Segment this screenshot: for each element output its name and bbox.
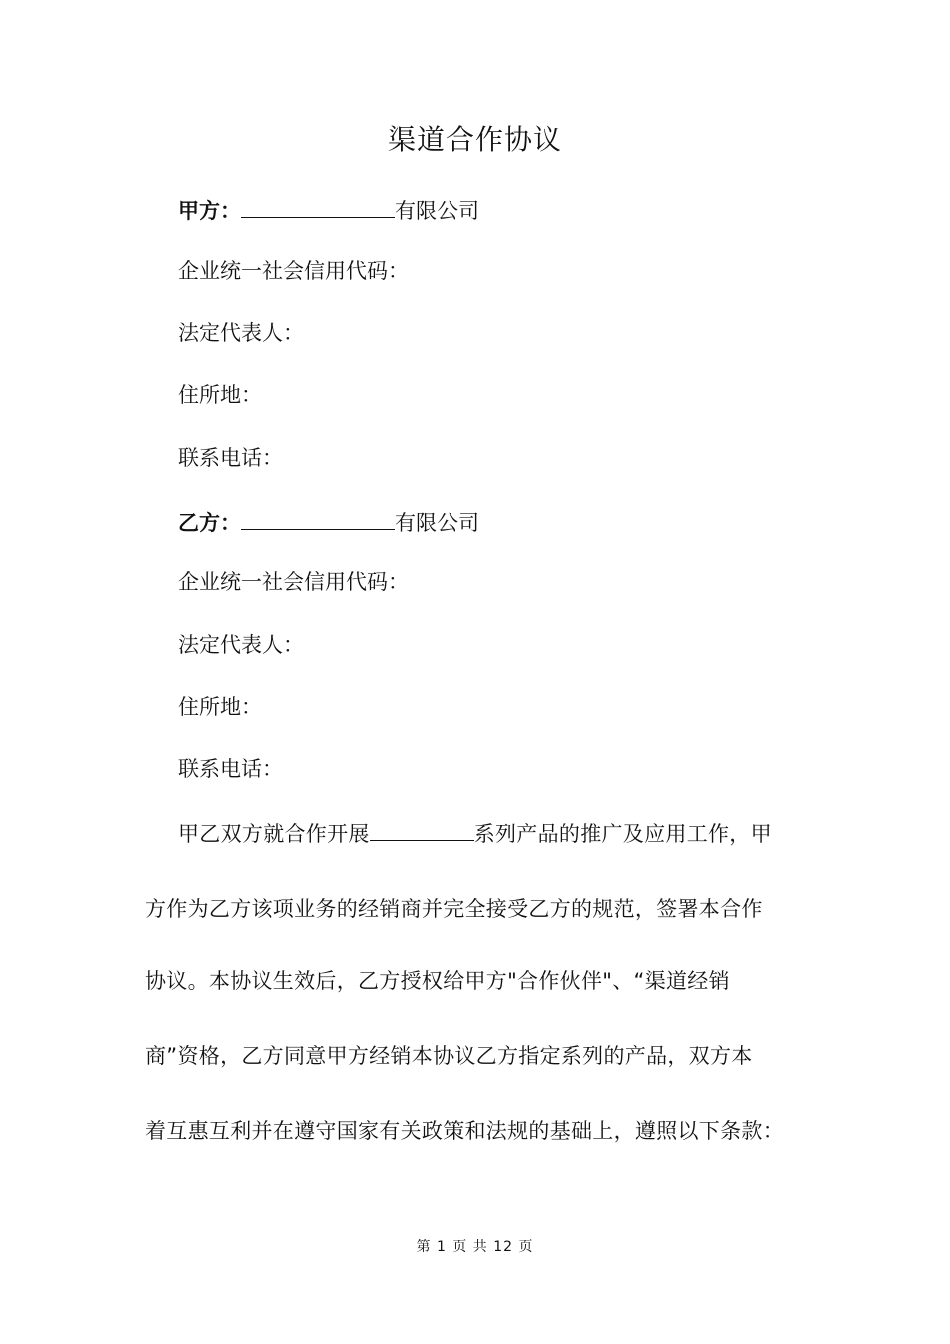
party-b-credit-code: 企业统一社会信用代码： bbox=[178, 570, 409, 594]
party-a-phone: 联系电话： bbox=[178, 446, 283, 470]
intro-line-1 bbox=[178, 816, 772, 849]
party-a-suffix: 有限公司 bbox=[395, 199, 479, 223]
party-a-label: 甲方： bbox=[178, 199, 241, 223]
party-b-legal-rep: 法定代表人： bbox=[178, 633, 304, 657]
party-a-line bbox=[178, 193, 479, 226]
party-b-suffix: 有限公司 bbox=[395, 511, 479, 535]
intro-line-4: 商”资格，乙方同意甲方经销本协议乙方指定系列的产品，双方本 bbox=[145, 1044, 753, 1068]
party-b-phone: 联系电话： bbox=[178, 757, 283, 781]
intro-line-2: 方作为乙方该项业务的经销商并完全接受乙方的规范，签署本合作 bbox=[145, 897, 763, 921]
intro-line-5: 着互惠互利并在遵守国家有关政策和法规的基础上，遵照以下条款： bbox=[145, 1119, 784, 1143]
party-a-address: 住所地： bbox=[178, 383, 262, 407]
series-name-blank bbox=[370, 816, 474, 841]
intro-line-3: 协议。本协议生效后，乙方授权给甲方"合作伙伴"、“渠道经销 bbox=[145, 969, 730, 993]
party-a-credit-code: 企业统一社会信用代码： bbox=[178, 259, 409, 283]
party-b-line bbox=[178, 505, 479, 538]
intro-line-1-after: 系列产品的推广及应用工作，甲 bbox=[473, 822, 772, 846]
party-b-name-blank bbox=[241, 505, 395, 530]
document-title: 渠道合作协议 bbox=[387, 123, 562, 156]
page-footer: 第 1 页 共 12 页 bbox=[416, 1239, 534, 1255]
intro-line-1-before: 甲乙双方就合作开展 bbox=[178, 822, 370, 846]
party-a-name-blank bbox=[241, 193, 395, 218]
party-a-legal-rep: 法定代表人： bbox=[178, 321, 304, 345]
party-b-address: 住所地： bbox=[178, 695, 262, 719]
party-b-label: 乙方： bbox=[178, 511, 241, 535]
